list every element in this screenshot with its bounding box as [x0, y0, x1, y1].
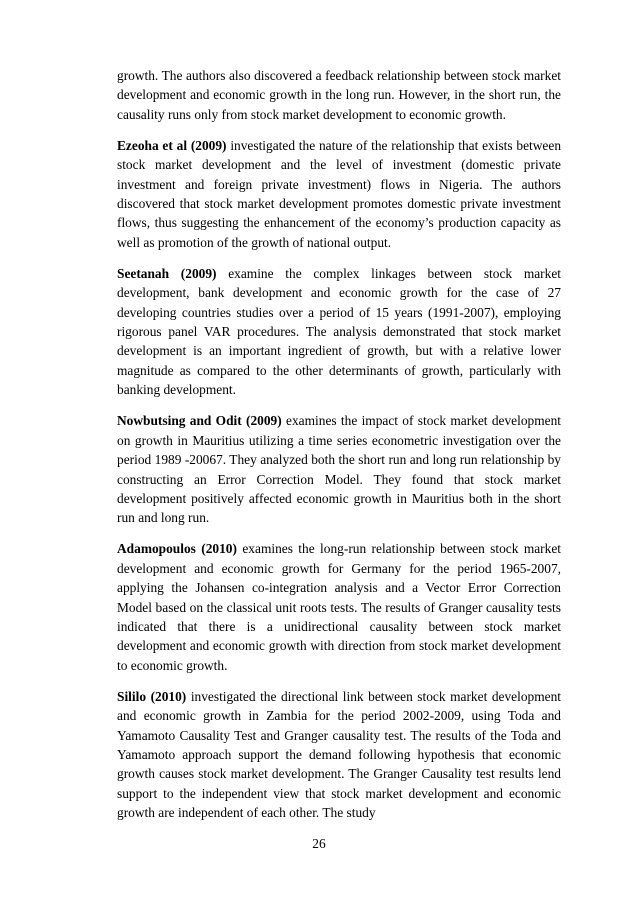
paragraph-sililo: [117, 687, 561, 823]
paragraph-nowbutsing-odit: [117, 411, 561, 527]
paragraph-text: examine the complex linkages between stock market development, bank development and economic growth for the case of 27 developing countries studies over a period of 15 years (1991-2007), employing rigorous panel VAR procedures. The analysis demonstrated that stock market development is an important ingredient of growth, but with a relative lower magnitude as compared to the other determinants of growth, particularly with banking development.: [117, 265, 561, 398]
paragraph-text: examines the long-run relationship between stock market development and economic growth for Germany for the period 1965-2007, applying the Johansen co-integration analysis and a Vector Error Correction Model based on the classical unit roots tests. The results of Granger causality tests indicated that there is a unidirectional causality between stock market development and economic growth with direction from stock market development to economic growth.: [117, 541, 561, 673]
citation-author: Ezeoha et al (2009): [117, 137, 227, 153]
paragraph-ezeoha: [117, 136, 561, 252]
paragraph-text: examines the impact of stock market development on growth in Mauritius utilizing a time series econometric investigation over the period 1989 -20067. They analyzed both the short run and long run relationship by constructing an Error Correction Model. They found that stock market development positively affected economic growth in Mauritius both in the short run and long run.: [117, 413, 561, 526]
document-body: [117, 66, 561, 834]
paragraph-adamopoulos: [117, 539, 561, 675]
page-number: 26: [312, 836, 326, 851]
paragraph-text: growth. The authors also discovered a feedback relationship between stock market development and economic growth in the long run. However, in the short run, the causality runs only from stock market development to economic growth.: [117, 68, 561, 122]
citation-author: Sililo (2010): [117, 688, 187, 704]
citation-author: Adamopoulos (2010): [117, 541, 237, 557]
citation-author: Seetanah (2009): [117, 265, 217, 281]
paragraph-text: investigated the nature of the relationship that exists between stock market development and the level of investment (domestic private investment and foreign private investment) flows in Nigeria. The authors discovered that stock market development promotes domestic private investment flows, thus suggesting the enhancement of the economy’s production capacity as well as promotion of the growth of national output.: [117, 137, 562, 250]
paragraph-text: investigated the directional link between stock market development and economic growth in Zambia for the period 2002-2009, using Toda and Yamamoto Causality Test and Granger causality test. The results of the Toda and Yamamoto approach support the demand following hypothesis that economic growth causes stock market development. The Granger Causality test results lend support to the independent view that stock market development and economic growth are independent of each other. The study: [117, 688, 562, 821]
paragraph-seetanah: [117, 264, 561, 400]
citation-author: Nowbutsing and Odit (2009): [117, 413, 282, 429]
paragraph-continuation: [117, 66, 561, 124]
